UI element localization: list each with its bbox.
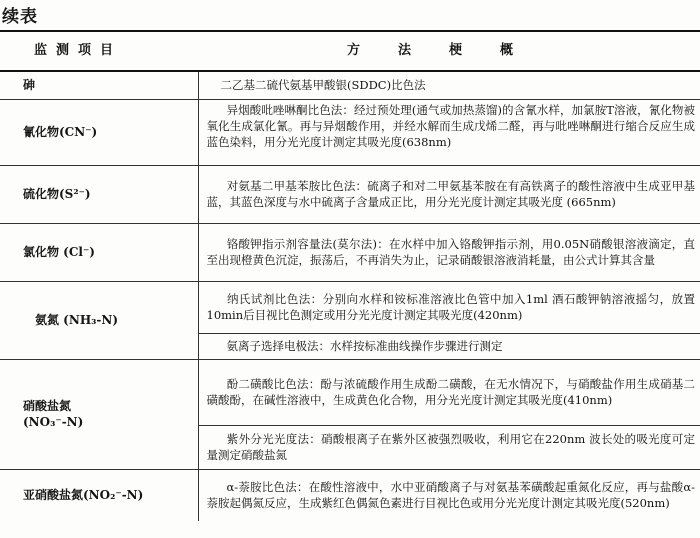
method-sulfide: 对氨基二甲基苯胺比色法：硫离子和对二甲氨基苯胺在有高铁离子的酸性溶液中生成亚甲基蓝，其蓝色深度与水中硫离子含量成正比，用分光光度计测定其吸光度 (665nm) xyxy=(198,165,700,223)
method-cyanide: 异烟酸吡唑啉酮比色法：经过预处理(通气或加热蒸馏)的含氰水样，加氯胺T溶液，氰化物被氧化生成氯化氰。再与异烟酸作用，并经水解而生成戊烯二醛，再与吡唑啉酮进行缩合反应生成蓝色染料，用分光光度计测定其吸光度(638nm) xyxy=(198,99,700,165)
item-nitrite: 亚硝酸盐氮(NO₂⁻-N) xyxy=(0,469,198,521)
item-sulfide: 硫化物(S²⁻) xyxy=(0,165,198,223)
header-method: 方法梗概 xyxy=(198,31,700,71)
header-item: 监测项目 xyxy=(0,31,198,71)
item-cyanide: 氰化物(CN⁻) xyxy=(0,99,198,165)
item-ammonia: 氨氮 (NH₃-N) xyxy=(0,281,198,359)
method-nitrite: α-萘胺比色法：在酸性溶液中，水中亚硝酸离子与对氨基苯磺酸起重氮化反应，再与盐酸α-萘胺起偶氮反应，生成紫红色偶氮色素进行目视比色或用分光光度计测定其吸光度(520nm) xyxy=(206,480,695,511)
item-nitrate-formula: (NO₃⁻-N) xyxy=(23,415,84,429)
method-ammonia-nessler: 纳氏试剂比色法：分别向水样和铵标准溶液比色管中加入1ml 酒石酸钾钠溶液摇匀，放置10min后目视比色测定或用分光光度计测定其吸光度(420nm) xyxy=(198,281,700,333)
method-arsenic: 二乙基二硫代氨基甲酸银(SDDC)比色法 xyxy=(198,71,700,99)
method-nitrate-uv: 紫外分光光度法：硝酸根离子在紫外区被强烈吸收，利用它在220nm 波长处的吸光度可定量测定硝酸盐氮 xyxy=(198,425,700,469)
method-ammonia-electrode: 氨离子选择电极法：水样按标准曲线操作步骤进行测定 xyxy=(198,333,700,359)
item-nitrate-name: 硝酸盐氮 xyxy=(23,399,72,413)
item-arsenic: 砷 xyxy=(0,71,198,99)
method-nitrate-phenoldisulfonic: 酚二磺酸比色法：酚与浓硫酸作用生成酚二磺酸，在无水情况下，与硝酸盐作用生成硝基二磺酸酚，在碱性溶液中，生成黄色化合物，用分光光度计测定其吸光度(410nm) xyxy=(198,359,700,425)
item-chloride: 氯化物 (Cl⁻) xyxy=(0,223,198,281)
method-chloride: 铬酸钾指示剂容量法(莫尔法)：在水样中加入铬酸钾指示剂，用0.05N硝酸银溶液滴定，直至出现橙黄色沉淀，振荡后，不再消失为止，记录硝酸银溶液消耗量，由公式计算其含量 xyxy=(198,223,700,281)
item-nitrate xyxy=(0,359,198,469)
monitoring-methods-table xyxy=(0,30,700,521)
table-caption: 续表 xyxy=(2,7,38,27)
